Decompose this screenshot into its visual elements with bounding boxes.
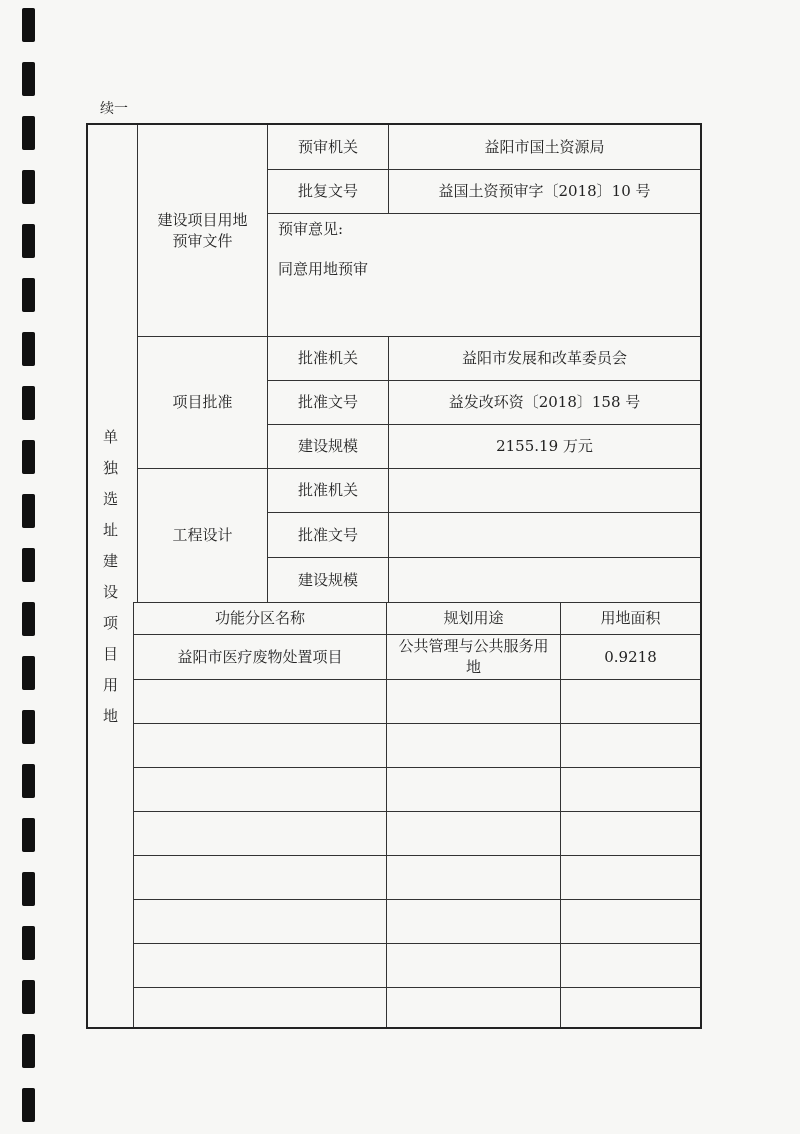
- pre-review-authority-label: 预审机关: [267, 125, 388, 169]
- engineering-design-doc-no-label: 批准文号: [267, 512, 388, 557]
- side-title-char: 项: [102, 614, 118, 632]
- zone-row-use-text: 公共管理与公共服务用地: [398, 637, 549, 676]
- binding-mark: [22, 116, 35, 150]
- binding-mark: [22, 278, 35, 312]
- binding-mark: [22, 818, 35, 852]
- grid-line: [133, 811, 700, 812]
- continuation-label: 续一: [100, 101, 128, 117]
- engineering-design-scale-label: 建设规模: [267, 557, 388, 602]
- side-title-char: 地: [102, 707, 118, 725]
- grid-line: [133, 899, 700, 900]
- pre-review-doc-no-label: 批复文号: [267, 169, 388, 213]
- binding-mark: [22, 224, 35, 258]
- zone-row-use: [386, 634, 560, 679]
- land-use-form: [86, 123, 702, 1029]
- project-approval-authority-value: 益阳市发展和改革委员会: [388, 336, 700, 380]
- grid-line: [133, 767, 700, 768]
- side-title-char: 用: [102, 676, 118, 694]
- engineering-design-scale-value: [388, 557, 700, 602]
- grid-line: [133, 943, 700, 944]
- binding-mark: [22, 926, 35, 960]
- project-approval-scale-value: 2155.19 万元: [388, 424, 700, 468]
- grid-line: [133, 679, 700, 680]
- side-title-char: 选: [102, 490, 118, 508]
- pre-review-section-label: [137, 125, 267, 336]
- zones-header-name: 功能分区名称: [133, 602, 386, 634]
- binding-mark: [22, 62, 35, 96]
- binding-mark: [22, 764, 35, 798]
- binding-mark: [22, 8, 35, 42]
- project-approval-doc-no-label: 批准文号: [267, 380, 388, 424]
- grid-line: [386, 679, 387, 1027]
- binding-holes: [22, 0, 36, 1134]
- zones-header-use: 规划用途: [386, 602, 560, 634]
- pre-review-doc-no-value: 益国土资预审字〔2018〕10 号: [388, 169, 700, 213]
- binding-mark: [22, 1034, 35, 1068]
- project-approval-authority-label: 批准机关: [267, 336, 388, 380]
- grid-line: [133, 855, 700, 856]
- pre-review-section-text: 建设项目用地预审文件: [157, 210, 248, 250]
- side-title-char: 设: [102, 583, 118, 601]
- engineering-design-doc-no-value: [388, 512, 700, 557]
- binding-mark: [22, 386, 35, 420]
- binding-mark: [22, 548, 35, 582]
- binding-mark: [22, 170, 35, 204]
- side-title: [88, 125, 133, 1027]
- opinion-heading: 预审意见:: [278, 220, 344, 238]
- pre-review-authority-value: 益阳市国土资源局: [388, 125, 700, 169]
- side-title-char: 建: [102, 552, 118, 570]
- project-approval-section-label: 项目批准: [137, 336, 267, 468]
- grid-line: [133, 987, 700, 988]
- side-title-char: 独: [102, 459, 118, 477]
- grid-line: [133, 723, 700, 724]
- engineering-design-section-label: 工程设计: [137, 468, 267, 602]
- opinion-text: 同意用地预审: [278, 260, 369, 278]
- binding-mark: [22, 872, 35, 906]
- binding-mark: [22, 1088, 35, 1122]
- side-title-char: 单: [102, 428, 118, 446]
- zone-row-name: 益阳市医疗废物处置项目: [133, 634, 386, 679]
- binding-mark: [22, 656, 35, 690]
- binding-mark: [22, 710, 35, 744]
- engineering-design-authority-value: [388, 468, 700, 512]
- binding-mark: [22, 494, 35, 528]
- binding-mark: [22, 332, 35, 366]
- zone-row-area: 0.9218: [560, 634, 700, 679]
- grid-line: [560, 679, 561, 1027]
- project-approval-doc-no-value: 益发改环资〔2018〕158 号: [388, 380, 700, 424]
- pre-review-opinion: [267, 213, 700, 336]
- side-title-char: 目: [102, 645, 118, 663]
- binding-mark: [22, 440, 35, 474]
- side-title-char: 址: [102, 521, 118, 539]
- binding-mark: [22, 602, 35, 636]
- zones-header-area: 用地面积: [560, 602, 700, 634]
- project-approval-scale-label: 建设规模: [267, 424, 388, 468]
- binding-mark: [22, 980, 35, 1014]
- engineering-design-authority-label: 批准机关: [267, 468, 388, 512]
- grid-line: [133, 679, 134, 1027]
